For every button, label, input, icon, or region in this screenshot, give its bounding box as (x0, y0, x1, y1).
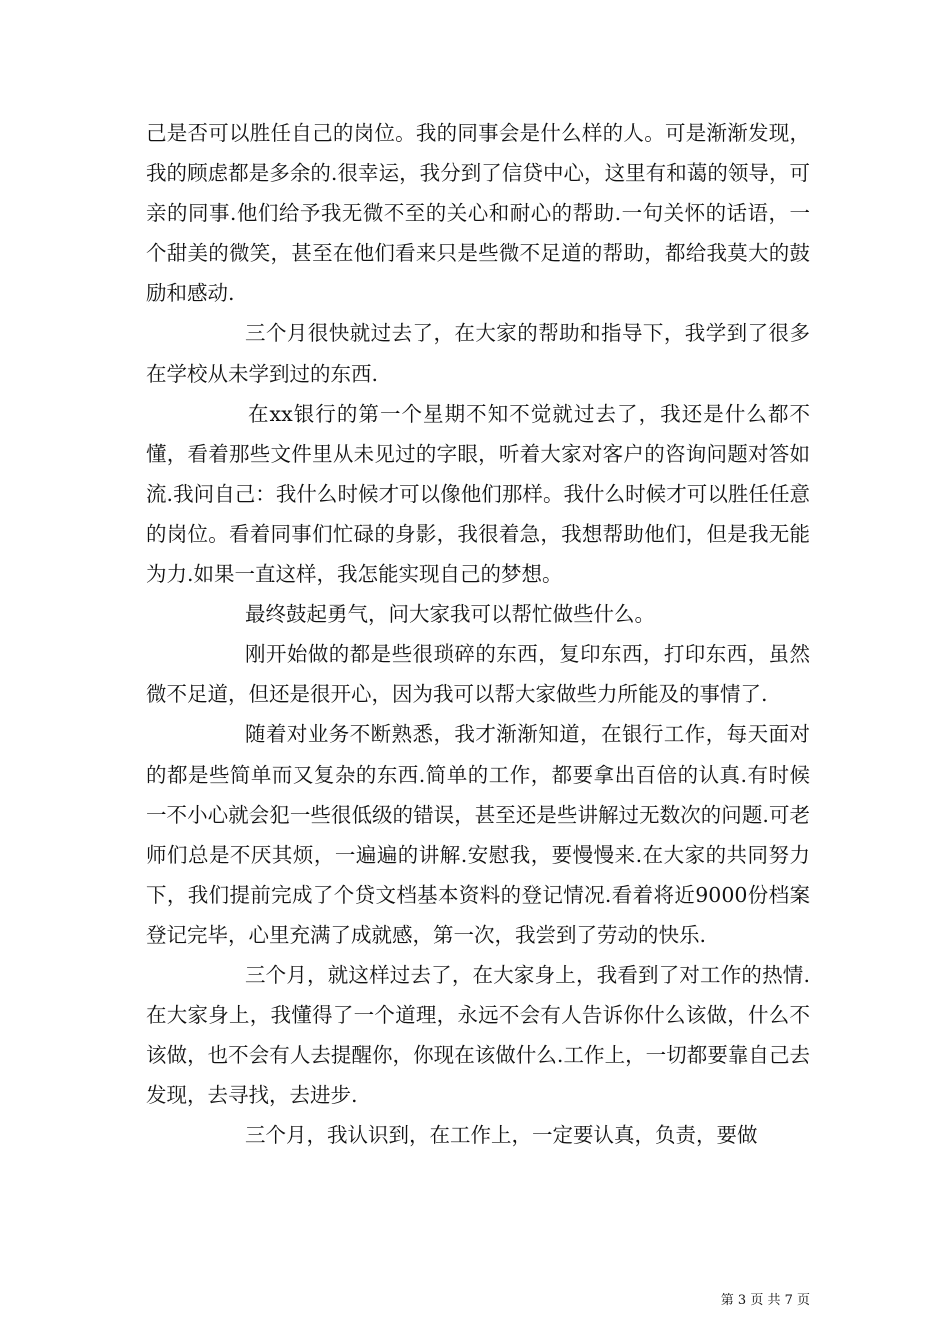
page-number-footer: 第 3 页 共 7 页 (720, 1293, 810, 1308)
paragraph-6: 随着对业务不断熟悉，我才渐渐知道，在银行工作，每天面对的都是些简单而又复杂的东西.简单的工作，都要拿出百倍的认真.有时候一不小心就会犯一些很低级的错误，甚至还是些讲解过无数次的问题.可老师们总是不厌其烦，一遍遍的讲解.安慰我，要慢慢来.在大家的共同努力下，我们提前完成了个贷文档基本资料的登记情况.看着将近9000份档案登记完毕，心里充满了成就感，第一次，我尝到了劳动的快乐. (146, 722, 810, 947)
document-body (146, 113, 810, 1155)
paragraph-5: 刚开始做的都是些很琐碎的东西，复印东西，打印东西，虽然微不足道，但还是很开心，因为我可以帮大家做些力所能及的事情了. (146, 642, 810, 707)
paragraph-8: 三个月，我认识到，在工作上，一定要认真，负责，要做 (245, 1123, 758, 1148)
paragraph-4: 最终鼓起勇气，问大家我可以帮忙做些什么。 (245, 602, 655, 627)
paragraph-7: 三个月，就这样过去了，在大家身上，我看到了对工作的热情.在大家身上，我懂得了一个道理，永远不会有人告诉你什么该做，什么不该做，也不会有人去提醒你，你现在该做什么.工作上，一切都要靠自己去发现，去寻找，去进步. (146, 962, 810, 1108)
paragraph-3: 在xx银行的第一个星期不知不觉就过去了，我还是什么都不懂，看着那些文件里从未见过的字眼，听着大家对客户的咨询问题对答如流.我问自己：我什么时候才可以像他们那样。我什么时候才可以胜任任意的岗位。看着同事们忙碌的身影，我很着急，我想帮助他们，但是我无能为力.如果一直这样，我怎能实现自己的梦想。 (146, 401, 810, 587)
paragraph-2: 三个月很快就过去了，在大家的帮助和指导下，我学到了很多在学校从未学到过的东西. (146, 321, 810, 386)
paragraph-1: 己是否可以胜任自己的岗位。我的同事会是什么样的人。可是渐渐发现，我的顾虑都是多余的.很幸运，我分到了信贷中心，这里有和蔼的领导，可亲的同事.他们给予我无微不至的关心和耐心的帮助.一句关怀的话语，一个甜美的微笑，甚至在他们看来只是些微不足道的帮助，都给我莫大的鼓励和感动. (146, 121, 810, 306)
